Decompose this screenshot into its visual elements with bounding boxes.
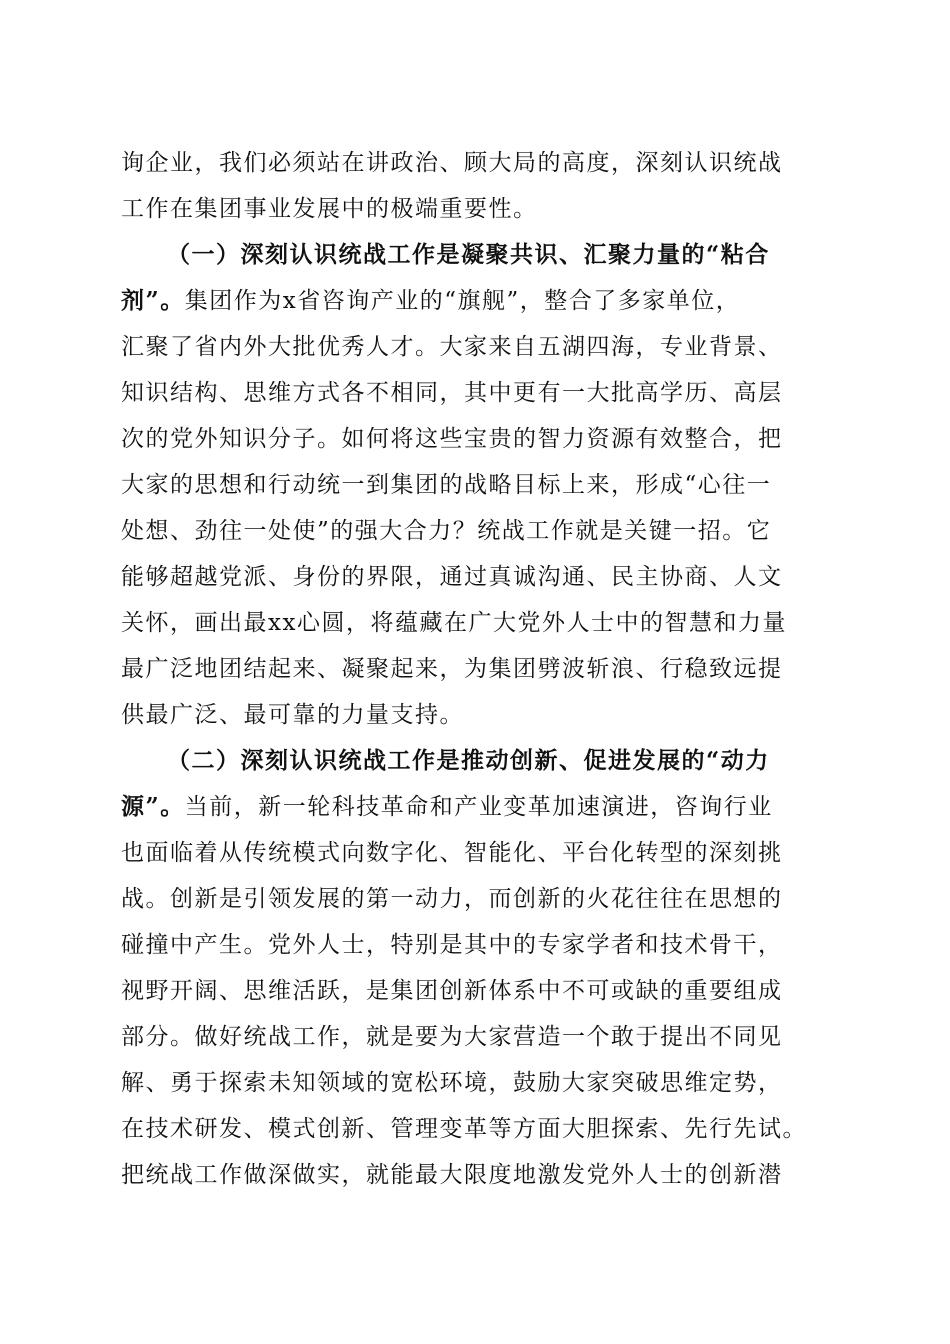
section-one-heading-line-1 — [121, 232, 836, 278]
section-two-body-line-2: 也面临着从传统模式向数字化、智能化、平台化转型的深刻挑 — [121, 840, 783, 866]
section-two-body-line-7: 解、勇于探索未知领域的宽松环境，鼓励大家突破思维定势， — [121, 1070, 783, 1096]
section-one-body-line-1: 集团作为x省咨询产业的“旗舰”，整合了多家单位， — [184, 288, 741, 314]
document-body — [121, 140, 836, 1198]
section-two-line-2 — [121, 784, 836, 830]
section-one-body-line-5: 大家的思想和行动统一到集团的战略目标上来，形成“心往一 — [121, 472, 772, 498]
section-two-body-line-4: 碰撞中产生。党外人士，特别是其中的专家学者和技术骨干， — [121, 932, 783, 958]
section-one-body-line-10: 供最广泛、最可靠的力量支持。 — [121, 702, 464, 728]
section-two-body-line-9: 把统战工作做深做实，就能最大限度地激发党外人士的创新潜 — [121, 1162, 783, 1188]
section-one-body-line-9: 最广泛地团结起来、凝聚起来，为集团劈波斩浪、行稳致远提 — [121, 656, 783, 682]
intro-line-2: 工作在集团事业发展中的极端重要性。 — [121, 196, 538, 222]
section-two-body-line-3: 战。创新是引领发展的第一动力，而创新的火花往往在思想的 — [121, 886, 783, 912]
section-two-heading-line-1 — [121, 738, 836, 784]
section-one-body-line-4: 次的党外知识分子。如何将这些宝贵的智力资源有效整合，把 — [121, 426, 783, 452]
section-one-heading-text: （一）深刻认识统战工作是凝聚共识、汇聚力量的“粘合 — [167, 241, 770, 268]
section-two-body-line-5: 视野开阔、思维活跃，是集团创新体系中不可或缺的重要组成 — [121, 978, 783, 1004]
intro-line-1: 询企业，我们必须站在讲政治、顾大局的高度，深刻认识统战 — [121, 150, 783, 176]
section-two-heading-end: 源”。 — [121, 793, 185, 820]
section-two-body-line-1: 当前，新一轮科技革命和产业变革加速演进，咨询行业 — [184, 794, 773, 820]
section-one-body-line-8: 关怀，画出最xx心圆，将蕴藏在广大党外人士中的智慧和力量 — [121, 610, 787, 636]
section-one-body-line-7: 能够超越党派、身份的界限，通过真诚沟通、民主协商、人文 — [121, 564, 783, 590]
section-two-heading-text: （二）深刻认识统战工作是推动创新、促进发展的“动力 — [167, 747, 770, 774]
section-one-body-line-6: 处想、劲往一处使”的强大合力？统战工作就是关键一招。它 — [121, 518, 772, 544]
section-one-body-line-3: 知识结构、思维方式各不相同，其中更有一大批高学历、高层 — [121, 380, 783, 406]
section-one-line-2 — [121, 278, 836, 324]
section-one-heading-end: 剂”。 — [121, 287, 185, 314]
section-two-body-line-8: 在技术研发、模式创新、管理变革等方面大胆探索、先行先试。 — [121, 1116, 807, 1142]
section-two-body-line-6: 部分。做好统战工作，就是要为大家营造一个敢于提出不同见 — [121, 1024, 783, 1050]
section-one-body-line-2: 汇聚了省内外大批优秀人才。大家来自五湖四海，专业背景、 — [121, 334, 783, 360]
